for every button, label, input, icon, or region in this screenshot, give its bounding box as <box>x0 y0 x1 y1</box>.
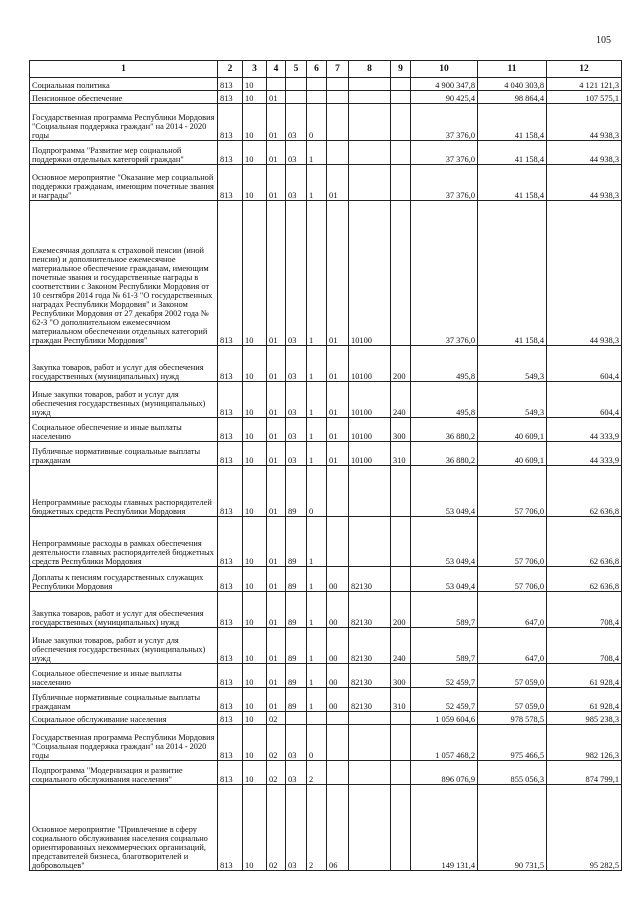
code-cell: 10 <box>243 442 267 466</box>
table-row <box>30 78 622 91</box>
table-row <box>30 725 622 761</box>
amount-cell: 44 938,3 <box>547 141 622 165</box>
amount-cell: 41 158,4 <box>478 165 547 201</box>
code-cell: 82130 <box>349 688 391 712</box>
code-cell: 10100 <box>349 346 391 382</box>
code-cell: 813 <box>218 592 243 628</box>
code-cell: 813 <box>218 91 243 104</box>
table-row <box>30 761 622 785</box>
column-header: 9 <box>391 61 411 78</box>
amount-cell: 44 333,9 <box>547 442 622 466</box>
amount-cell: 647,0 <box>478 592 547 628</box>
code-cell: 310 <box>391 442 411 466</box>
table-row <box>30 567 622 592</box>
table-row <box>30 141 622 165</box>
code-cell: 10 <box>243 628 267 664</box>
code-cell: 1 <box>307 165 327 201</box>
row-name: Социальное обеспечение и иные выплаты населению <box>30 418 218 442</box>
code-cell: 10 <box>243 664 267 688</box>
amount-cell: 36 880,2 <box>411 418 478 442</box>
code-cell: 01 <box>327 418 349 442</box>
code-cell: 03 <box>286 104 307 141</box>
code-cell: 03 <box>286 785 307 871</box>
table-row <box>30 664 622 688</box>
code-cell: 10 <box>243 712 267 725</box>
code-cell: 01 <box>267 382 286 418</box>
code-cell: 813 <box>218 664 243 688</box>
row-name: Социальное обеспечение и иные выплаты населению <box>30 664 218 688</box>
code-cell: 813 <box>218 712 243 725</box>
budget-table <box>29 60 622 871</box>
code-cell: 0 <box>307 104 327 141</box>
code-cell: 200 <box>391 346 411 382</box>
code-cell: 03 <box>286 141 307 165</box>
amount-cell: 40 609,1 <box>478 418 547 442</box>
code-cell: 00 <box>327 688 349 712</box>
row-name: Ежемесячная доплата к страховой пенсии (иной пенсии) и дополнительное ежемесячное материальное обеспечение гражданам, имеющим почетные звания и государственные награды в соответствии с Законом Республики Мордовия от 10 сентября 2014 года № 61-З "О государственных наградах Республики Мордовия" и Законом Республики Мордовия от 27 декабря 2002 года № 62-З "О дополнительном ежемесячном материальном обеспечении отдельных категорий граждан Республики Мордовия" <box>30 201 218 346</box>
row-name: Подпрограмма "Модернизация и развитие социального обслуживания населения" <box>30 761 218 785</box>
amount-cell: 41 158,4 <box>478 104 547 141</box>
code-cell: 2 <box>307 761 327 785</box>
code-cell: 1 <box>307 567 327 592</box>
amount-cell: 53 049,4 <box>411 567 478 592</box>
code-cell: 01 <box>267 466 286 517</box>
code-cell <box>349 517 391 567</box>
code-cell: 01 <box>267 104 286 141</box>
code-cell: 1 <box>307 442 327 466</box>
table-row <box>30 91 622 104</box>
row-name: Закупка товаров, работ и услуг для обеспечения государственных (муниципальных) нужд <box>30 592 218 628</box>
code-cell: 10 <box>243 466 267 517</box>
amount-cell: 61 928,4 <box>547 664 622 688</box>
amount-cell: 37 376,0 <box>411 201 478 346</box>
code-cell: 02 <box>267 712 286 725</box>
amount-cell: 40 609,1 <box>478 442 547 466</box>
code-cell: 2 <box>307 785 327 871</box>
column-header: 4 <box>267 61 286 78</box>
code-cell: 0 <box>307 466 327 517</box>
code-cell: 813 <box>218 517 243 567</box>
code-cell: 82130 <box>349 628 391 664</box>
table-row <box>30 592 622 628</box>
code-cell: 01 <box>327 346 349 382</box>
code-cell: 01 <box>327 201 349 346</box>
code-cell: 01 <box>267 165 286 201</box>
amount-cell: 36 880,2 <box>411 442 478 466</box>
code-cell: 10 <box>243 104 267 141</box>
amount-cell: 985 238,3 <box>547 712 622 725</box>
code-cell <box>327 725 349 761</box>
row-name: Публичные нормативные социальные выплаты гражданам <box>30 688 218 712</box>
row-name: Государственная программа Республики Мордовия "Социальная поддержка граждан" на 2014 - 2020 годы <box>30 104 218 141</box>
code-cell <box>391 712 411 725</box>
code-cell: 10 <box>243 517 267 567</box>
table-row <box>30 418 622 442</box>
code-cell: 03 <box>286 418 307 442</box>
code-cell: 01 <box>327 382 349 418</box>
code-cell: 89 <box>286 567 307 592</box>
amount-cell: 52 459,7 <box>411 688 478 712</box>
code-cell: 10100 <box>349 382 391 418</box>
code-cell: 813 <box>218 628 243 664</box>
table-body <box>30 78 622 871</box>
row-name: Непрограммные расходы в рамках обеспечения деятельности главных распорядителей бюджетных средств Республики Мордовия <box>30 517 218 567</box>
code-cell: 1 <box>307 517 327 567</box>
code-cell <box>307 78 327 91</box>
code-cell: 10 <box>243 201 267 346</box>
code-cell: 10 <box>243 382 267 418</box>
row-name: Закупка товаров, работ и услуг для обеспечения государственных (муниципальных) нужд <box>30 346 218 382</box>
code-cell: 01 <box>267 628 286 664</box>
code-cell: 10 <box>243 785 267 871</box>
code-cell: 02 <box>267 725 286 761</box>
code-cell: 300 <box>391 664 411 688</box>
amount-cell: 647,0 <box>478 628 547 664</box>
amount-cell: 57 706,0 <box>478 517 547 567</box>
code-cell <box>349 725 391 761</box>
code-cell <box>349 78 391 91</box>
row-name: Иные закупки товаров, работ и услуг для обеспечения государственных (муниципальных) нужд <box>30 628 218 664</box>
column-header: 10 <box>411 61 478 78</box>
table-row <box>30 712 622 725</box>
code-cell <box>391 785 411 871</box>
column-header: 1 <box>30 61 218 78</box>
code-cell: 10 <box>243 141 267 165</box>
amount-cell: 975 466,5 <box>478 725 547 761</box>
amount-cell: 41 158,4 <box>478 201 547 346</box>
code-cell: 240 <box>391 382 411 418</box>
code-cell <box>286 78 307 91</box>
column-header: 2 <box>218 61 243 78</box>
code-cell: 02 <box>267 761 286 785</box>
code-cell: 01 <box>267 688 286 712</box>
row-name: Социальная политика <box>30 78 218 91</box>
code-cell: 300 <box>391 418 411 442</box>
amount-cell: 708,4 <box>547 628 622 664</box>
code-cell: 01 <box>267 201 286 346</box>
amount-cell: 495,8 <box>411 382 478 418</box>
code-cell: 03 <box>286 165 307 201</box>
table-row <box>30 688 622 712</box>
table-row <box>30 517 622 567</box>
code-cell: 89 <box>286 517 307 567</box>
code-cell <box>391 567 411 592</box>
code-cell: 813 <box>218 466 243 517</box>
code-cell: 813 <box>218 418 243 442</box>
code-cell: 813 <box>218 567 243 592</box>
code-cell: 89 <box>286 688 307 712</box>
code-cell: 200 <box>391 592 411 628</box>
code-cell <box>327 141 349 165</box>
code-cell <box>391 761 411 785</box>
amount-cell: 62 636,8 <box>547 517 622 567</box>
code-cell <box>391 91 411 104</box>
code-cell: 1 <box>307 346 327 382</box>
amount-cell: 604,4 <box>547 346 622 382</box>
code-cell: 10 <box>243 165 267 201</box>
code-cell <box>391 141 411 165</box>
code-cell: 01 <box>267 664 286 688</box>
code-cell <box>391 78 411 91</box>
code-cell: 310 <box>391 688 411 712</box>
code-cell: 1 <box>307 382 327 418</box>
code-cell: 813 <box>218 78 243 91</box>
table-row <box>30 201 622 346</box>
amount-cell: 604,4 <box>547 382 622 418</box>
code-cell <box>349 104 391 141</box>
amount-cell: 53 049,4 <box>411 517 478 567</box>
code-cell: 1 <box>307 418 327 442</box>
column-header: 7 <box>327 61 349 78</box>
amount-cell: 41 158,4 <box>478 141 547 165</box>
code-cell: 03 <box>286 442 307 466</box>
column-header: 8 <box>349 61 391 78</box>
row-name: Непрограммные расходы главных распорядителей бюджетных средств Республики Мордовия <box>30 466 218 517</box>
code-cell <box>286 91 307 104</box>
code-cell <box>327 104 349 141</box>
row-name: Иные закупки товаров, работ и услуг для обеспечения государственных (муниципальных) нужд <box>30 382 218 418</box>
code-cell: 10 <box>243 725 267 761</box>
amount-cell: 708,4 <box>547 592 622 628</box>
amount-cell: 4 121 121,3 <box>547 78 622 91</box>
code-cell: 01 <box>327 442 349 466</box>
amount-cell: 4 900 347,8 <box>411 78 478 91</box>
code-cell <box>307 712 327 725</box>
code-cell <box>349 165 391 201</box>
code-cell: 03 <box>286 761 307 785</box>
amount-cell: 1 057 468,2 <box>411 725 478 761</box>
column-header: 5 <box>286 61 307 78</box>
code-cell: 03 <box>286 346 307 382</box>
amount-cell: 549,3 <box>478 346 547 382</box>
amount-cell: 589,7 <box>411 592 478 628</box>
code-cell: 89 <box>286 664 307 688</box>
code-cell: 10100 <box>349 418 391 442</box>
amount-cell: 549,3 <box>478 382 547 418</box>
code-cell <box>327 91 349 104</box>
amount-cell: 37 376,0 <box>411 104 478 141</box>
code-cell <box>349 712 391 725</box>
row-name: Основное мероприятие "Оказание мер социальной поддержки гражданам, имеющим почетные звания и награды" <box>30 165 218 201</box>
code-cell <box>391 165 411 201</box>
code-cell <box>286 712 307 725</box>
amount-cell: 495,8 <box>411 346 478 382</box>
code-cell <box>307 91 327 104</box>
code-cell: 01 <box>267 567 286 592</box>
code-cell: 10 <box>243 567 267 592</box>
table-row <box>30 628 622 664</box>
code-cell <box>327 761 349 785</box>
code-cell <box>349 141 391 165</box>
code-cell <box>391 104 411 141</box>
code-cell: 10 <box>243 78 267 91</box>
code-cell: 813 <box>218 785 243 871</box>
code-cell <box>349 466 391 517</box>
amount-cell: 896 076,9 <box>411 761 478 785</box>
code-cell <box>391 201 411 346</box>
code-cell: 01 <box>267 517 286 567</box>
code-cell: 1 <box>307 201 327 346</box>
code-cell: 00 <box>327 664 349 688</box>
code-cell: 89 <box>286 592 307 628</box>
code-cell: 1 <box>307 592 327 628</box>
column-header: 12 <box>547 61 622 78</box>
amount-cell: 90 731,5 <box>478 785 547 871</box>
code-cell: 82130 <box>349 567 391 592</box>
amount-cell: 62 636,8 <box>547 567 622 592</box>
page-number: 105 <box>596 35 611 46</box>
code-cell: 00 <box>327 628 349 664</box>
code-cell: 00 <box>327 567 349 592</box>
code-cell <box>327 78 349 91</box>
table-row <box>30 165 622 201</box>
row-name: Подпрограмма "Развитие мер социальной поддержки отдельных категорий граждан" <box>30 141 218 165</box>
amount-cell: 61 928,4 <box>547 688 622 712</box>
code-cell <box>349 785 391 871</box>
code-cell: 813 <box>218 688 243 712</box>
amount-cell: 44 938,3 <box>547 165 622 201</box>
code-cell: 1 <box>307 628 327 664</box>
code-cell <box>349 91 391 104</box>
table-row <box>30 346 622 382</box>
code-cell: 10 <box>243 688 267 712</box>
amount-cell: 90 425,4 <box>411 91 478 104</box>
code-cell: 01 <box>267 346 286 382</box>
amount-cell: 107 575,1 <box>547 91 622 104</box>
code-cell: 03 <box>286 382 307 418</box>
row-name: Пенсионное обеспечение <box>30 91 218 104</box>
table-row <box>30 382 622 418</box>
code-cell: 01 <box>327 165 349 201</box>
amount-cell: 37 376,0 <box>411 141 478 165</box>
amount-cell: 53 049,4 <box>411 466 478 517</box>
code-cell: 10100 <box>349 442 391 466</box>
code-cell: 10100 <box>349 201 391 346</box>
row-name: Государственная программа Республики Мордовия "Социальная поддержка граждан" на 2014 - 2020 годы <box>30 725 218 761</box>
code-cell: 813 <box>218 346 243 382</box>
code-cell: 06 <box>327 785 349 871</box>
code-cell <box>391 517 411 567</box>
code-cell: 240 <box>391 628 411 664</box>
row-name: Социальное обслуживание населения <box>30 712 218 725</box>
amount-cell: 44 938,3 <box>547 201 622 346</box>
amount-cell: 57 706,0 <box>478 466 547 517</box>
amount-cell: 44 333,9 <box>547 418 622 442</box>
code-cell: 813 <box>218 141 243 165</box>
table-row <box>30 785 622 871</box>
code-cell <box>391 725 411 761</box>
code-cell: 813 <box>218 382 243 418</box>
column-header: 6 <box>307 61 327 78</box>
amount-cell: 52 459,7 <box>411 664 478 688</box>
code-cell: 813 <box>218 201 243 346</box>
code-cell: 00 <box>327 592 349 628</box>
code-cell: 10 <box>243 592 267 628</box>
table-row <box>30 466 622 517</box>
row-name: Публичные нормативные социальные выплаты гражданам <box>30 442 218 466</box>
code-cell: 01 <box>267 141 286 165</box>
amount-cell: 874 799,1 <box>547 761 622 785</box>
code-cell: 03 <box>286 725 307 761</box>
code-cell: 813 <box>218 761 243 785</box>
table-row <box>30 442 622 466</box>
amount-cell: 57 059,0 <box>478 664 547 688</box>
amount-cell: 855 056,3 <box>478 761 547 785</box>
amount-cell: 978 578,5 <box>478 712 547 725</box>
code-cell: 01 <box>267 442 286 466</box>
code-cell: 1 <box>307 688 327 712</box>
amount-cell: 57 059,0 <box>478 688 547 712</box>
code-cell <box>327 517 349 567</box>
code-cell: 10 <box>243 346 267 382</box>
code-cell: 813 <box>218 442 243 466</box>
amount-cell: 982 126,3 <box>547 725 622 761</box>
column-header-row <box>30 61 622 78</box>
code-cell: 10 <box>243 761 267 785</box>
amount-cell: 98 864,4 <box>478 91 547 104</box>
code-cell <box>267 78 286 91</box>
code-cell: 813 <box>218 725 243 761</box>
row-name: Доплаты к пенсиям государственных служащих Республики Мордовия <box>30 567 218 592</box>
code-cell: 813 <box>218 104 243 141</box>
amount-cell: 37 376,0 <box>411 165 478 201</box>
amount-cell: 4 040 303,8 <box>478 78 547 91</box>
code-cell: 0 <box>307 725 327 761</box>
code-cell: 10 <box>243 91 267 104</box>
code-cell: 10 <box>243 418 267 442</box>
code-cell: 1 <box>307 664 327 688</box>
amount-cell: 62 636,8 <box>547 466 622 517</box>
code-cell: 01 <box>267 592 286 628</box>
code-cell: 01 <box>267 91 286 104</box>
code-cell <box>349 761 391 785</box>
code-cell: 1 <box>307 141 327 165</box>
code-cell: 89 <box>286 628 307 664</box>
table-row <box>30 104 622 141</box>
code-cell: 89 <box>286 466 307 517</box>
amount-cell: 95 282,5 <box>547 785 622 871</box>
column-header: 3 <box>243 61 267 78</box>
code-cell: 03 <box>286 201 307 346</box>
amount-cell: 44 938,3 <box>547 104 622 141</box>
code-cell: 82130 <box>349 664 391 688</box>
code-cell: 82130 <box>349 592 391 628</box>
code-cell <box>391 466 411 517</box>
row-name: Основное мероприятие "Привлечение в сферу социального обслуживания населения социально ориентированных некоммерческих организаций, представителей бизнеса, благотворителей и добровольцев" <box>30 785 218 871</box>
code-cell: 813 <box>218 165 243 201</box>
code-cell: 02 <box>267 785 286 871</box>
amount-cell: 1 059 604,6 <box>411 712 478 725</box>
code-cell <box>327 712 349 725</box>
code-cell: 01 <box>267 418 286 442</box>
amount-cell: 57 706,0 <box>478 567 547 592</box>
amount-cell: 589,7 <box>411 628 478 664</box>
column-header: 11 <box>478 61 547 78</box>
code-cell <box>327 466 349 517</box>
amount-cell: 149 131,4 <box>411 785 478 871</box>
